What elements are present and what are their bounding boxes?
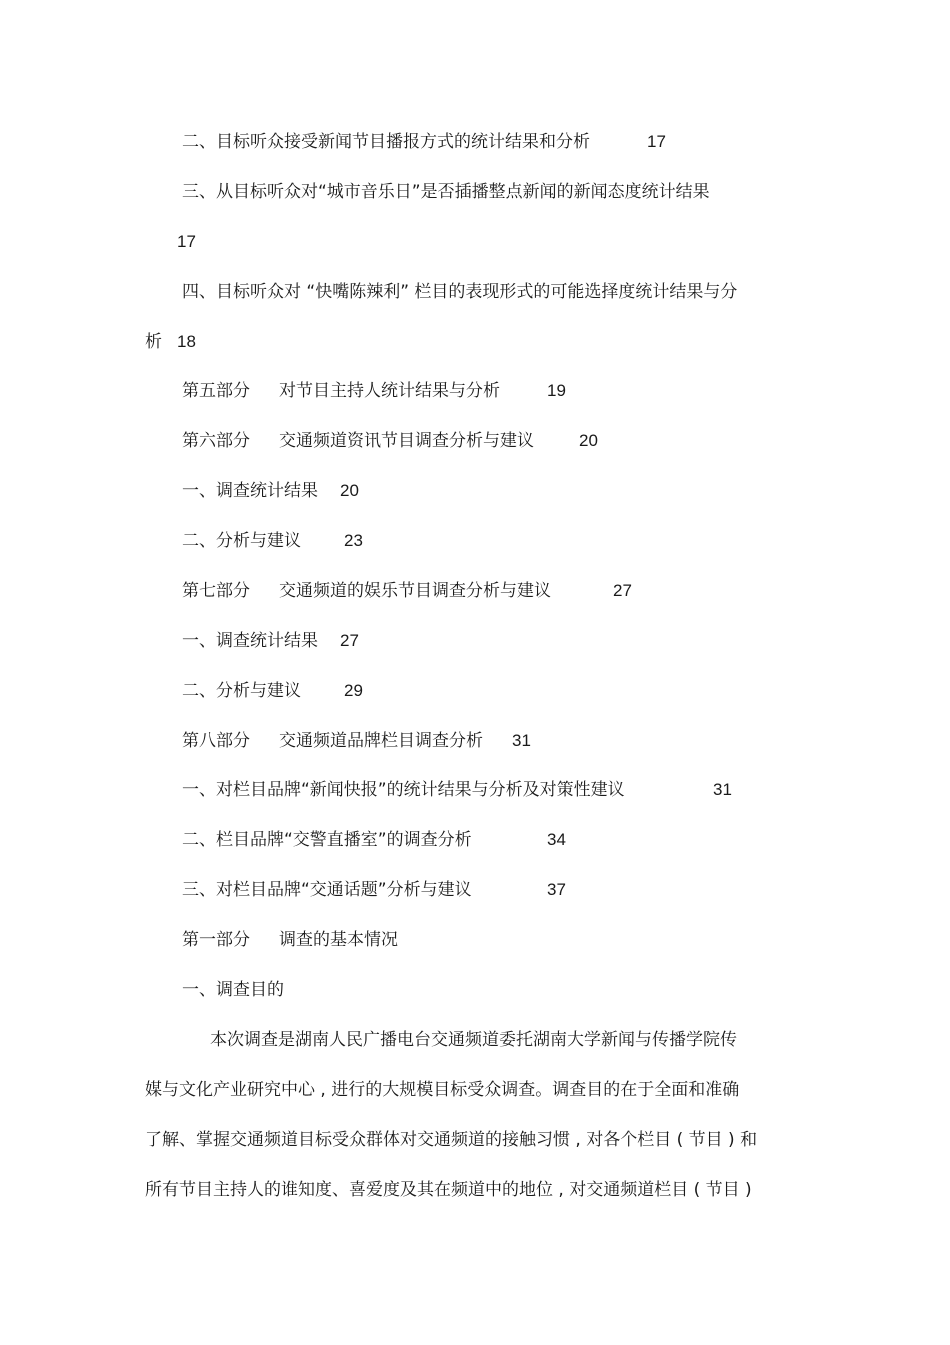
toc-page-number: 31: [713, 780, 732, 799]
toc-entry-text: 二、栏目品牌“交警直播室”的调查分析: [182, 830, 472, 850]
toc-part-title: 交通频道的娱乐节目调查分析与建议: [279, 581, 551, 601]
toc-entry-text: 二、分析与建议: [182, 681, 301, 701]
toc-entry-text: 二、分析与建议: [182, 531, 301, 551]
toc-entry-text: 析: [145, 332, 162, 352]
toc-page-number: 34: [547, 830, 566, 849]
toc-page-number: 17: [647, 132, 666, 151]
toc-entry: [182, 181, 710, 203]
toc-part-title: 交通频道品牌栏目调查分析: [279, 731, 483, 751]
toc-part-label: 第六部分: [182, 431, 250, 451]
toc-page-number: 27: [340, 631, 359, 650]
toc-part-title: 对节目主持人统计结果与分析: [279, 381, 500, 401]
toc-part-label: 第八部分: [182, 731, 250, 751]
toc-entry: [182, 131, 590, 153]
section-part-title: 调查的基本情况: [279, 930, 398, 950]
toc-page-number: 19: [547, 381, 566, 400]
paragraph-line: 媒与文化产业研究中心 , 进行的大规模目标受众调查。调查目的在于全面和准确: [145, 1080, 740, 1100]
toc-part-label: 第七部分: [182, 581, 250, 601]
toc-entry-text: 四、目标听众对 “快嘴陈辣利” 栏目的表现形式的可能选择度统计结果与分: [182, 282, 738, 302]
section-subheading: 一、调查目的: [182, 980, 284, 1000]
toc-page-number: 17: [177, 232, 196, 251]
toc-entry-text: 三、从目标听众对“城市音乐日”是否插播整点新闻的新闻态度统计结果: [182, 182, 710, 202]
toc-entry-text: 二、目标听众接受新闻节目播报方式的统计结果和分析: [182, 132, 590, 152]
toc-entry: [182, 281, 737, 303]
toc-entry: [145, 331, 162, 353]
section-part-label: 第一部分: [182, 930, 250, 950]
paragraph-line: 所有节目主持人的谁知度、喜爱度及其在频道中的地位 , 对交通频道栏目 ( 节目 ): [145, 1180, 752, 1200]
toc-page-number: 20: [579, 431, 598, 450]
toc-page-number: 20: [340, 481, 359, 500]
toc-page-number: 27: [613, 581, 632, 600]
toc-page-number: 29: [344, 681, 363, 700]
toc-entry-text: 一、调查统计结果: [182, 481, 318, 501]
toc-part-title: 交通频道资讯节目调查分析与建议: [279, 431, 534, 451]
toc-entry-text: 一、对栏目品牌“新闻快报”的统计结果与分析及对策性建议: [182, 780, 625, 800]
toc-page-number: 18: [177, 332, 196, 351]
toc-page-number: 31: [512, 731, 531, 750]
paragraph-line: 本次调查是湖南人民广播电台交通频道委托湖南大学新闻与传播学院传: [210, 1030, 737, 1050]
toc-page-number: 23: [344, 531, 363, 550]
toc-entry-text: 三、对栏目品牌“交通话题”分析与建议: [182, 880, 472, 900]
toc-page-number: 37: [547, 880, 566, 899]
paragraph-line: 了解、掌握交通频道目标受众群体对交通频道的接触习惯 , 对各个栏目 ( 节目 ) 和: [145, 1130, 758, 1150]
toc-part-label: 第五部分: [182, 381, 250, 401]
toc-entry-text: 一、调查统计结果: [182, 631, 318, 651]
